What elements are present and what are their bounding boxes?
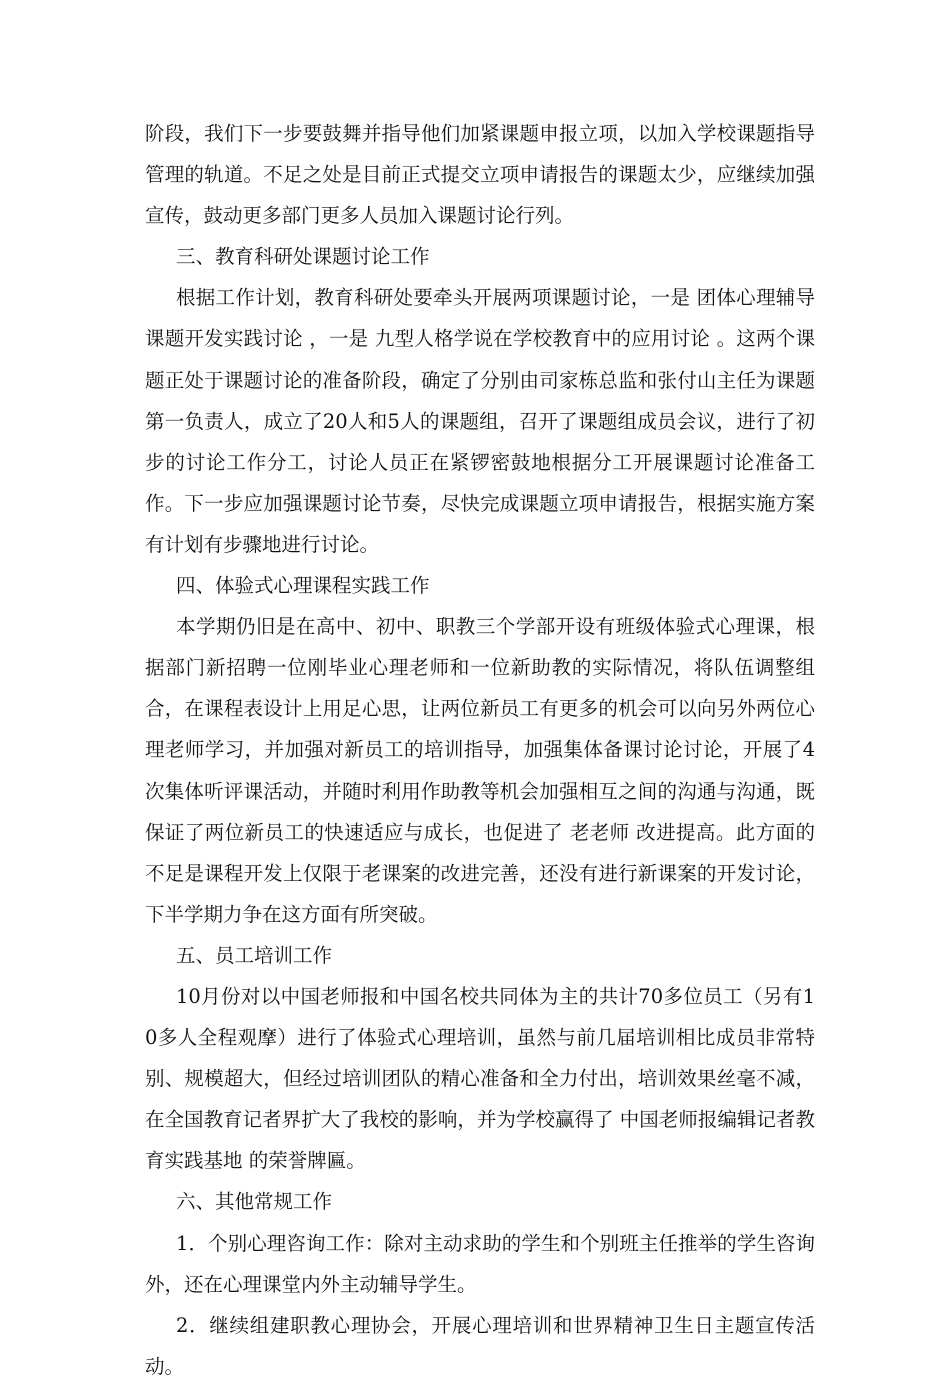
section-heading-other-routine: 六、其他常规工作 <box>176 1190 333 1214</box>
section-heading-experiential-course: 四、体验式心理课程实践工作 <box>176 574 430 598</box>
paragraph-experiential-course: 本学期仍旧是在高中、初中、职教三个学部开设有班级体验式心理课，根据部门新招聘一位刚毕业心理老师和一位新助教的实际情况，将队伍调整组合，在课程表设计上用足心思，让两位新员工有更多的机会可以向另外两位心理老师学习，并加强对新员工的培训指导，加强集体备课讨论讨论，开展了4次集体听评课活动，并随时利用作助教等机会加强相互之间的沟通与沟通，既保证了两位新员工的快速适应与成长，也促进了 老老师 改进提高。此方面的不足是课程开发上仅限于老课案的改进完善，还没有进行新课案的开发讨论，下半学期力争在这方面有所突破。 <box>145 615 815 926</box>
section-heading-staff-training: 五、员工培训工作 <box>176 943 333 967</box>
document-body <box>145 113 815 1387</box>
paragraph-staff-training: 10月份对以中国老师报和中国名校共同体为主的共计70多位员工（另有10多人全程观摩）进行了体验式心理培训，虽然与前几届培训相比成员非常特别、规模超大，但经过培训团队的精心准备和全力付出，培训效果丝毫不减，在全国教育记者界扩大了我校的影响，并为学校赢得了 中国老师报编辑记者教育实践基地 的荣誉牌匾。 <box>145 984 815 1173</box>
paragraph-individual-counseling: 1．个别心理咨询工作：除对主动求助的学生和个别班主任推举的学生咨询外，还在心理课堂内外主动辅导学生。 <box>145 1231 815 1296</box>
paragraph-research-office: 根据工作计划，教育科研处要牵头开展两项课题讨论，一是 团体心理辅导课题开发实践讨论 ，一是 九型人格学说在学校教育中的应用讨论 。这两个课题正处于课题讨论的准备阶段，确定了分别由司家栋总监和张付山主任为课题第一负责人，成立了20人和5人的课题组，召开了课题组成员会议，进行了初步的讨论工作分工，讨论人员正在紧锣密鼓地根据分工开展课题讨论准备工作。下一步应加强课题讨论节奏，尽快完成课题立项申请报告，根据实施方案有计划有步骤地进行讨论。 <box>145 286 815 556</box>
paragraph-project-guidance: 阶段，我们下一步要鼓舞并指导他们加紧课题申报立项，以加入学校课题指导管理的轨道。不足之处是目前正式提交立项申请报告的课题太少，应继续加强宣传，鼓动更多部门更多人员加入课题讨论行列。 <box>145 122 815 228</box>
paragraph-psychology-association: 2．继续组建职教心理协会，开展心理培训和世界精神卫生日主题宣传活动。 <box>145 1313 815 1378</box>
section-heading-research-office: 三、教育科研处课题讨论工作 <box>176 245 430 269</box>
